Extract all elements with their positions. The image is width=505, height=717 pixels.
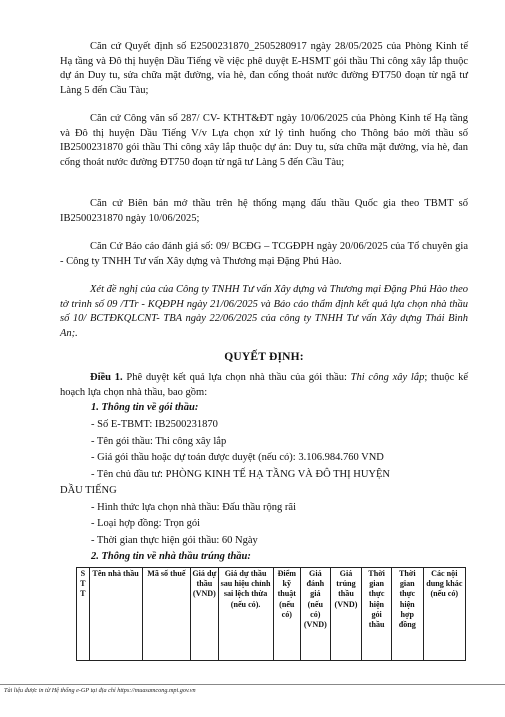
col-header: S T T: [77, 568, 90, 661]
article-1-text-a: Phê duyệt kết quả lựa chọn nhà thầu của gói thầu:: [122, 372, 351, 383]
package-name: - Tên gói thầu: Thi công xây lắp: [91, 436, 227, 447]
col-header: Giá dự thầu sau hiệu chỉnh sai lệch thừa (nếu có).: [218, 568, 273, 661]
col-header: Thời gian thực hiện hợp đồng: [391, 568, 423, 661]
col-header: Tên nhà thầu: [89, 568, 142, 661]
package-price: - Giá gói thầu hoặc dự toán được duyệt (nếu có): 3.106.984.760 VND: [91, 452, 384, 463]
footer-note: Tài liệu được in từ Hệ thống e-GP tại địa chỉ https://muasamcong.mpi.gov.vn: [4, 687, 196, 694]
col-header: Các nội dung khác (nếu có): [423, 568, 465, 661]
basis-paragraph-3: Căn cứ Biên bản mở thầu trên hệ thống mạng đấu thầu Quốc gia theo TBMT số IB2500231870 ngày 10/06/2025;: [60, 198, 468, 224]
col-header: Giá trúng thầu (VND): [330, 568, 362, 661]
col-header: Giá đánh giá (nếu có) (VND): [301, 568, 331, 661]
col-header: Điểm kỹ thuật (nếu có): [273, 568, 300, 661]
article-1-package: Thi công xây lắp: [350, 372, 425, 383]
selection-method: - Hình thức lựa chọn nhà thầu: Đấu thầu rộng rãi: [91, 502, 296, 513]
article-1-label: Điều 1.: [90, 372, 123, 383]
col-header: Thời gian thực hiện gói thầu: [362, 568, 392, 661]
basis-paragraph-4: Căn Cứ Báo cáo đánh giá số: 09/ BCĐG – TCGĐPH ngày 20/06/2025 của Tổ chuyên gia - Công ty TNHH Tư vấn Xây dựng và Thương mại Đặng Phú Hào.: [60, 241, 468, 267]
package-code: - Số E-TBMT: IB2500231870: [91, 419, 218, 430]
article-1: [60, 371, 468, 400]
winning-bidder-table: [76, 567, 466, 661]
table-header-row: [77, 568, 466, 661]
basis-paragraph-1: Căn cứ Quyết định số E2500231870_2505280917 ngày 28/05/2025 của Phòng Kinh tế Hạ tầng và Đô thị huyện Dầu Tiếng về việc phê duyệt E-HSMT gói thầu Thi công xây lắp thuộc dự án Duy tu, sửa chữa mặt đường, vỉa hè, đan cống thoát nước đường ĐT750 đoạn từ ngã tư Làng 5 đến Cầu Tàu;: [60, 41, 468, 96]
decision-title: QUYẾT ĐỊNH:: [224, 351, 304, 363]
section-1-heading: 1. Thông tin về gói thầu:: [91, 402, 199, 413]
execution-time: - Thời gian thực hiện gói thầu: 60 Ngày: [91, 535, 258, 546]
basis-paragraph-2: Căn cứ Công văn số 287/ CV- KTHT&ĐT ngày 10/06/2025 của Phòng Kinh tế Hạ tầng và Đô thị huyện Dầu Tiếng V/v Lựa chọn xử lý tình huống cho Thông báo mời thầu số IB2500231870 gói thầu Thi công xây lắp thuộc dự án: Duy tu, sửa chữa mặt đường, vỉa hè, đan cống thoát nước đường ĐT750 đoạn từ ngã tư Làng 5 đến Cầu Tàu;: [60, 113, 468, 168]
investor-name-cont: DẦU TIẾNG: [60, 485, 117, 496]
contract-type: - Loại hợp đồng: Trọn gói: [91, 518, 201, 529]
proposal-paragraph: Xét đề nghị của của Công ty TNHH Tư vấn Xây dựng và Thương mại Đặng Phú Hào theo tờ trình số 09 /TTr - KQĐPH ngày 21/06/2025 và Báo cáo thẩm định kết quả lựa chọn nhà thầu số 10/ BCTĐKQLCNT- TBA ngày 22/06/2025 của công ty TNHH Tư vấn Xây dựng Thái Bình An;.: [60, 284, 468, 339]
col-header: Giá dự thầu (VND): [191, 568, 218, 661]
investor-name: - Tên chủ đầu tư: PHÒNG KINH TẾ HẠ TẦNG VÀ ĐÔ THỊ HUYỆN: [91, 469, 390, 480]
section-2-heading: 2. Thông tin về nhà thầu trúng thầu:: [91, 551, 251, 562]
footer-divider: [0, 684, 505, 685]
col-header: Mã số thuế: [142, 568, 191, 661]
article-1-text-c: ; thuộc kế hoạch lựa chọn nhà thầu, bao gồm:: [60, 372, 469, 398]
